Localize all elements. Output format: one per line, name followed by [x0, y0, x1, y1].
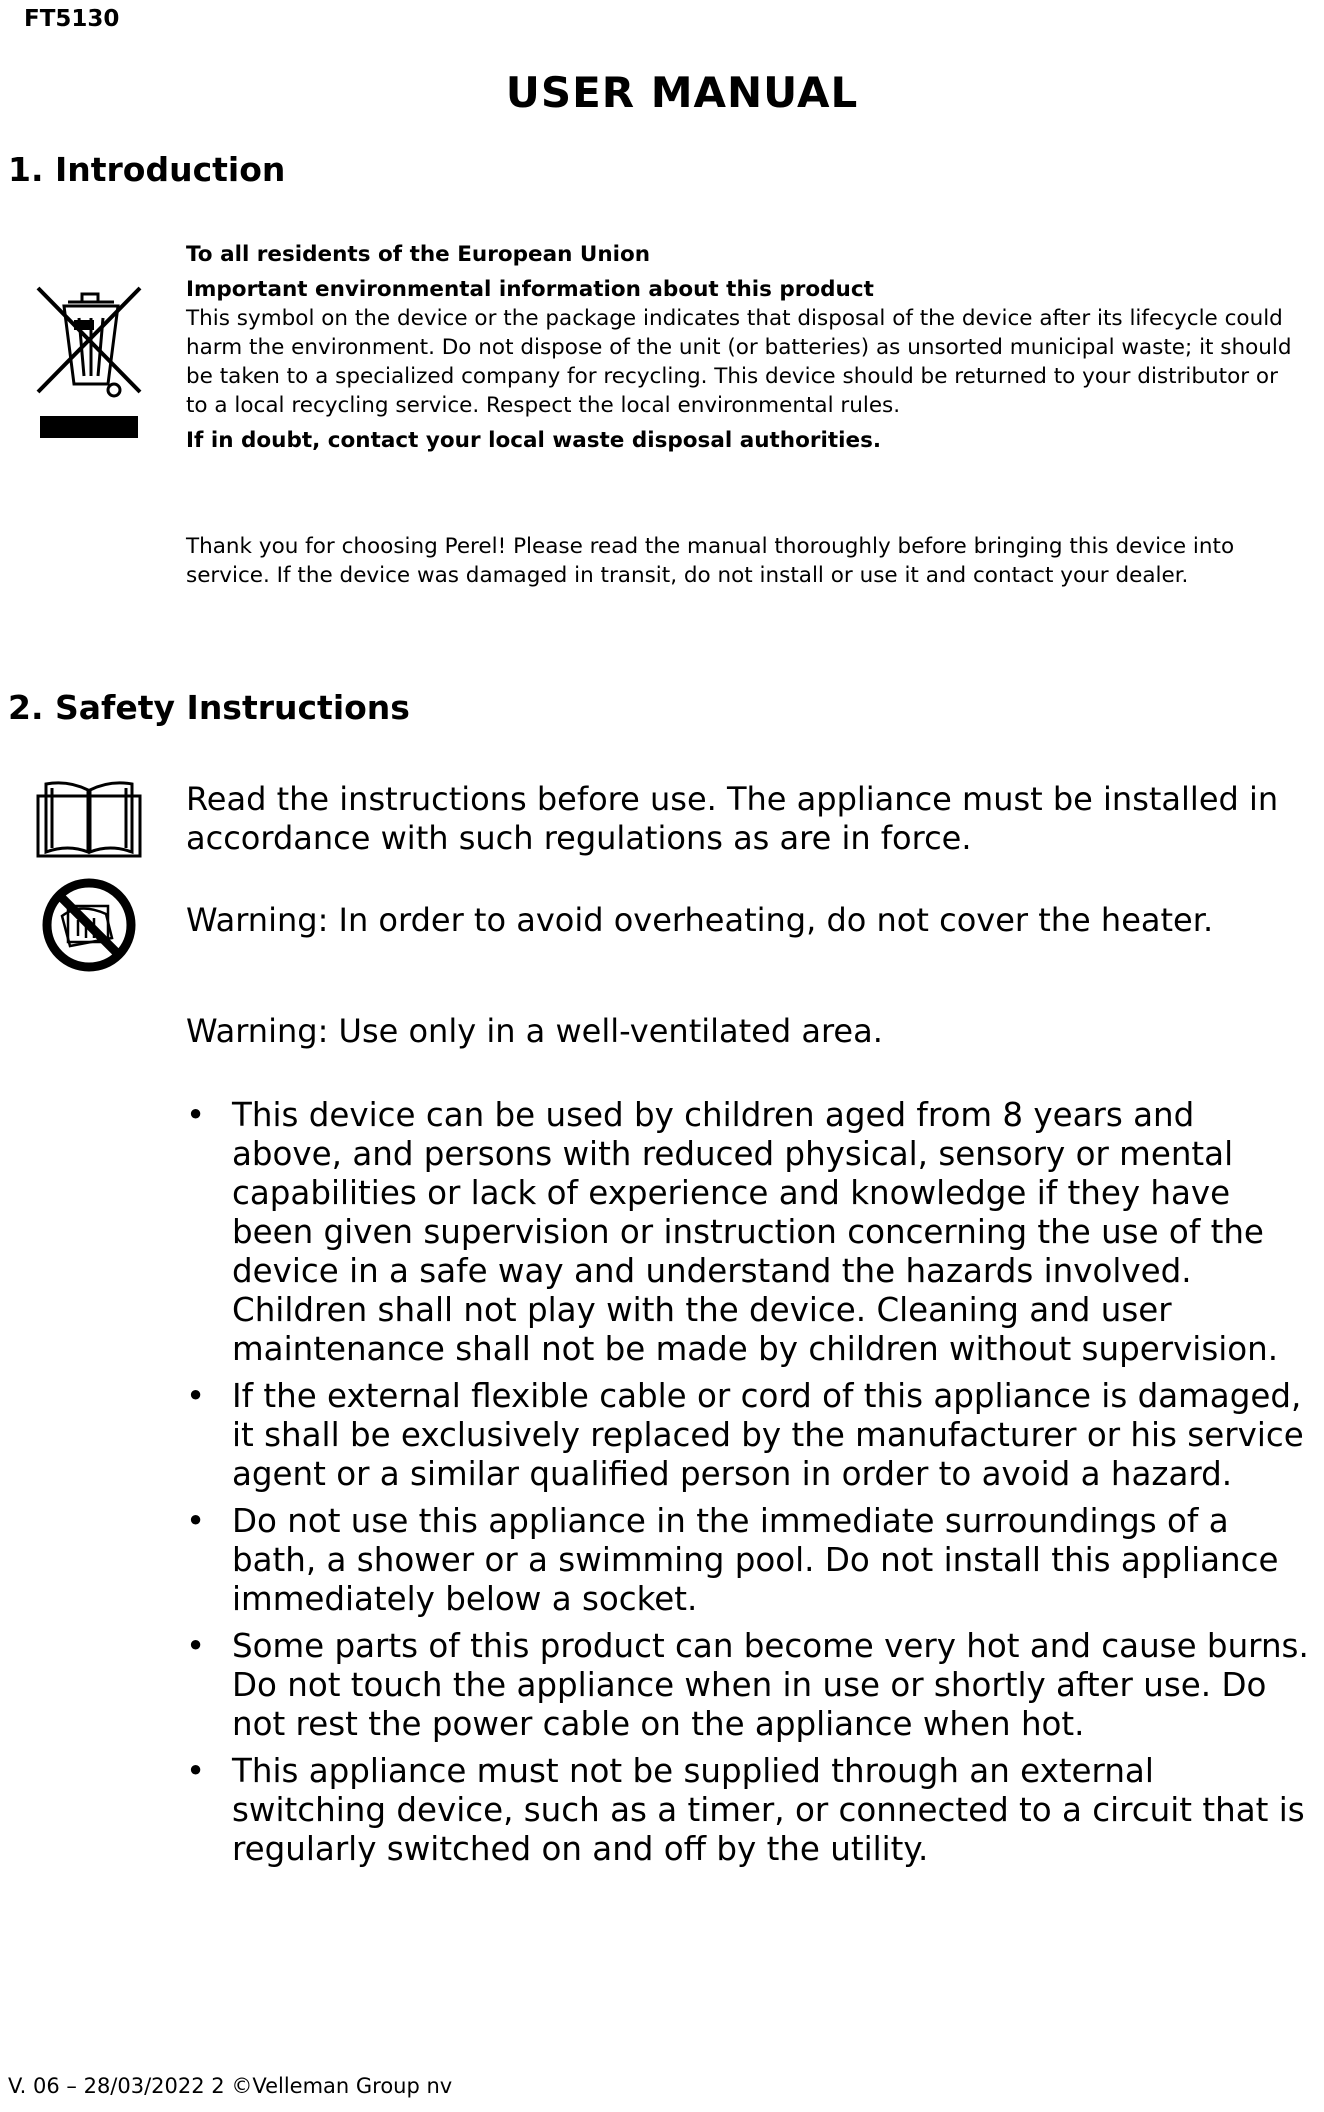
doubt-text: If in doubt, contact your local waste disposal authorities. — [186, 428, 882, 453]
list-item: • This device can be used by children aged from 8 years and above, and persons with reduced physical, sensory or mental capabilities or lack of experience and knowledge if they have been given supervision or instruction concerning the use of the device in a safe way and understand the hazards involved. Children shall not play with the device. Cleaning and user maintenance shall not be made by children without supervision. — [186, 1096, 1279, 1368]
do-not-cover-icon — [40, 876, 138, 974]
thanks-text: Thank you for choosing Perel! Please read the manual thoroughly before bringing this device into service. If the device was damaged in transit, do not install or use it and contact your dealer. — [186, 534, 1235, 588]
list-item: • If the external flexible cable or cord of this appliance is damaged, it shall be exclusively replaced by the manufacturer or his service agent or a similar qualified person in order to avoid a hazard. — [186, 1377, 1304, 1493]
weee-crossed-bin-icon — [34, 284, 144, 444]
page-footer: V. 06 – 28/03/2022 2 ©Velleman Group nv — [8, 2074, 453, 2098]
list-item: • Some parts of this product can become very hot and cause burns. Do not touch the appliance when in use or shortly after use. Do not rest the power cable on the appliance when hot. — [186, 1627, 1309, 1743]
read-instructions-text: Read the instructions before use. The appliance must be installed in accordance with such regulations as are in force. — [186, 780, 1279, 857]
environmental-notice — [186, 240, 1306, 455]
page-title: USER MANUAL — [505, 68, 859, 117]
list-item: • Do not use this appliance in the immediate surroundings of a bath, a shower or a swimming pool. Do not install this appliance immediately below a socket. — [186, 1502, 1279, 1618]
section-heading-safety: 2. Safety Instructions — [8, 688, 410, 727]
safety-bullet-list — [186, 1096, 1310, 1877]
ventilation-warning: Warning: Use only in a well-ventilated area. — [186, 1012, 883, 1050]
env-heading: Important environmental information about this product — [186, 277, 874, 302]
env-text: This symbol on the device or the package indicates that disposal of the device after its lifecycle could harm the environment. Do not dispose of the unit (or batteries) as unsorted municipal waste; it should be taken to a specialized company for recycling. This device should be returned to your distributor or to a local recycling service. Respect the local environmental rules. — [186, 306, 1292, 418]
cover-warning: Warning: In order to avoid overheating, do not cover the heater. — [186, 901, 1214, 939]
eu-heading: To all residents of the European Union — [186, 242, 651, 267]
read-manual-icon — [36, 778, 142, 860]
section-heading-introduction: 1. Introduction — [8, 150, 286, 189]
model-number: FT5130 — [24, 6, 120, 32]
list-item: • This appliance must not be supplied through an external switching device, such as a timer, or connected to a circuit that is regularly switched on and off by the utility. — [186, 1752, 1305, 1868]
